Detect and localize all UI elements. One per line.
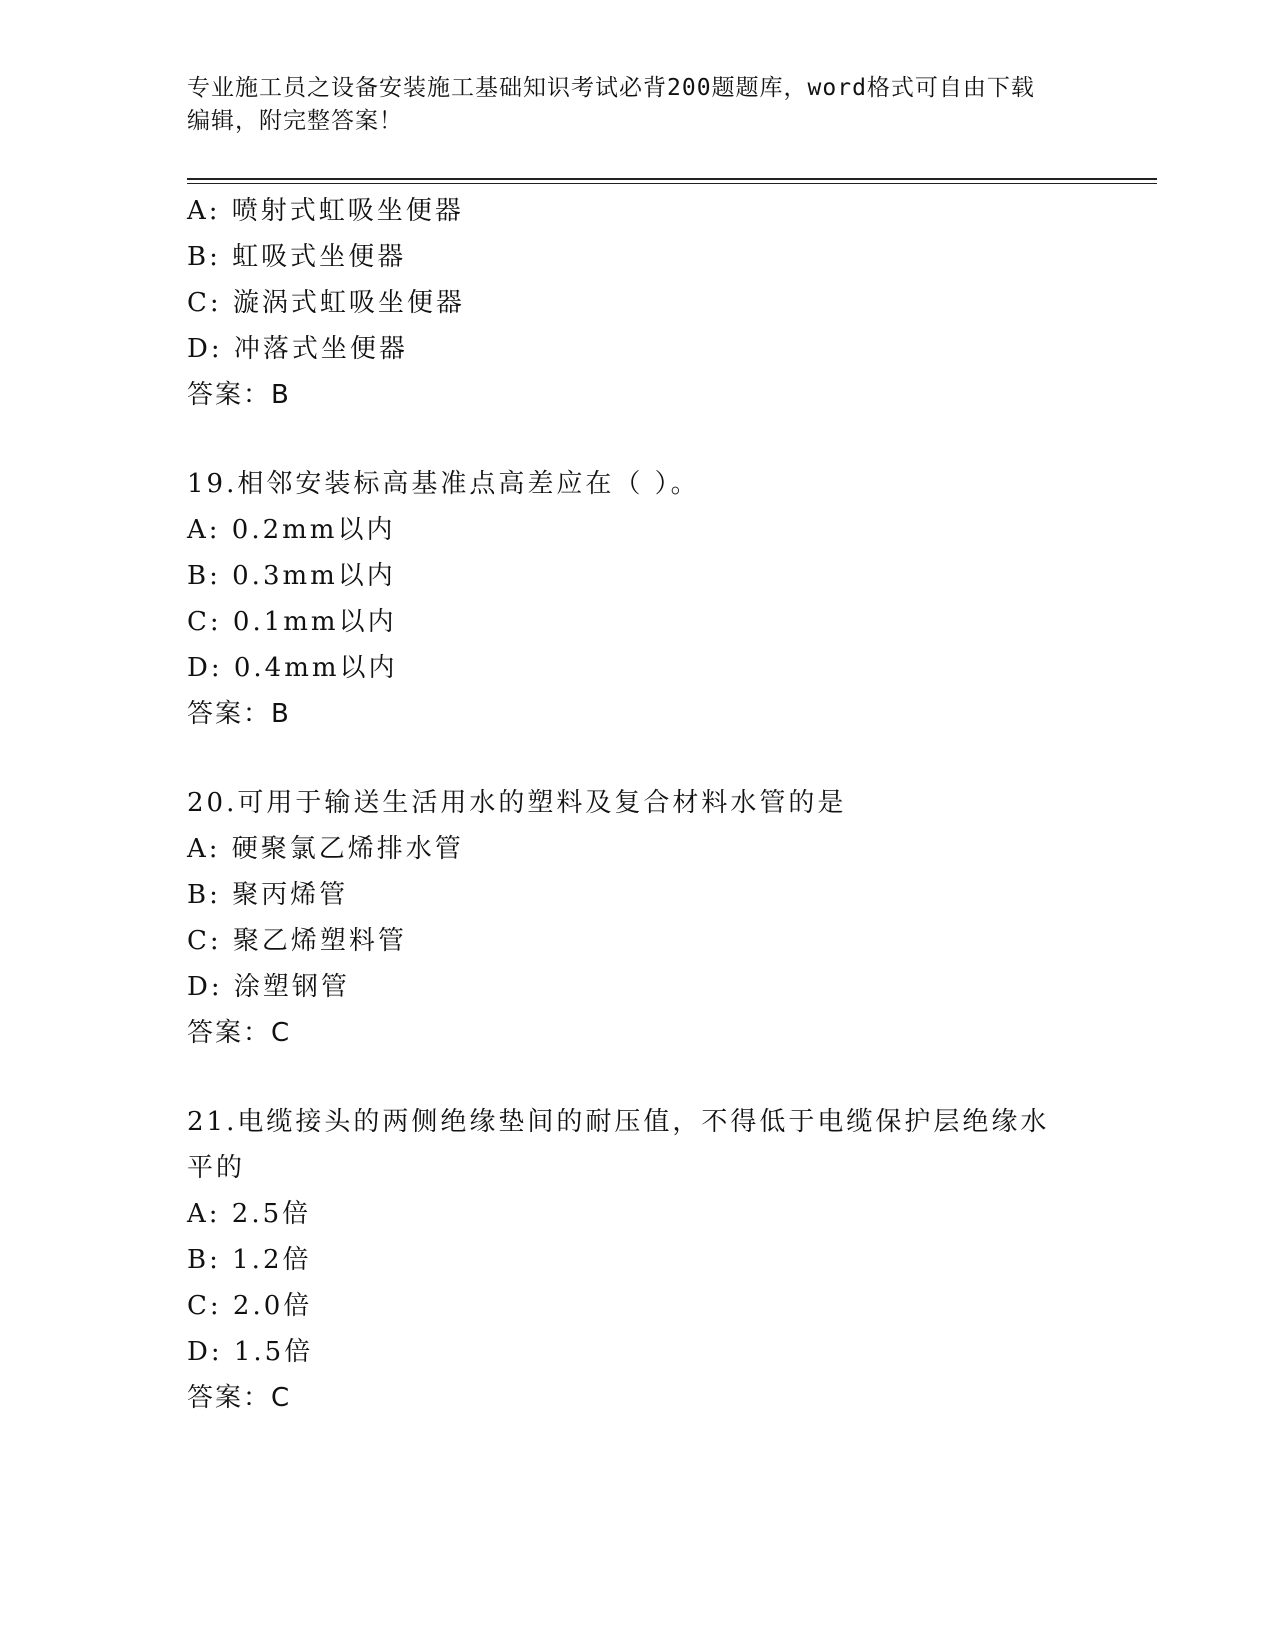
header-divider-thick [187, 178, 1157, 180]
option-a: A: 喷射式虹吸坐便器 [187, 196, 464, 226]
header-line-1: 专业施工员之设备安装施工基础知识考试必背200题题库，word格式可自由下载 [187, 75, 1035, 101]
spacer [187, 737, 1087, 780]
option-c: C: 2.0倍 [187, 1291, 313, 1321]
option-d: D: 冲落式坐便器 [187, 334, 408, 364]
option-c: C: 漩涡式虹吸坐便器 [187, 288, 465, 318]
question-block-18 [187, 188, 1087, 418]
option-d: D: 0.4mm以内 [187, 653, 398, 683]
spacer [187, 1056, 1087, 1099]
header-divider-thin [187, 183, 1157, 184]
header-line-2: 编辑，附完整答案！ [187, 108, 403, 134]
option-a: A: 2.5倍 [187, 1199, 312, 1229]
option-c: C: 0.1mm以内 [187, 607, 397, 637]
option-d: D: 涂塑钢管 [187, 972, 350, 1002]
question-block-19 [187, 461, 1087, 737]
question-text: 19.相邻安装标高基准点高差应在（ ）。 [187, 469, 700, 499]
question-list [187, 188, 1087, 1421]
answer-line: 答案：C [187, 1383, 292, 1413]
option-b: B: 虹吸式坐便器 [187, 242, 407, 272]
option-d: D: 1.5倍 [187, 1337, 314, 1367]
question-text: 20.可用于输送生活用水的塑料及复合材料水管的是 [187, 788, 847, 818]
question-block-21 [187, 1099, 1087, 1421]
answer-line: 答案：B [187, 699, 291, 729]
option-b: B: 1.2倍 [187, 1245, 312, 1275]
option-c: C: 聚乙烯塑料管 [187, 926, 407, 956]
spacer [187, 418, 1087, 461]
answer-line: 答案：B [187, 380, 291, 410]
option-b: B: 0.3mm以内 [187, 561, 396, 591]
question-block-20 [187, 780, 1087, 1056]
question-text: 21.电缆接头的两侧绝缘垫间的耐压值，不得低于电缆保护层绝缘水平的 [187, 1107, 1050, 1183]
option-b: B: 聚丙烯管 [187, 880, 349, 910]
option-a: A: 0.2mm以内 [187, 515, 396, 545]
answer-line: 答案：C [187, 1018, 292, 1048]
document-header [187, 72, 1087, 138]
option-a: A: 硬聚氯乙烯排水管 [187, 834, 464, 864]
